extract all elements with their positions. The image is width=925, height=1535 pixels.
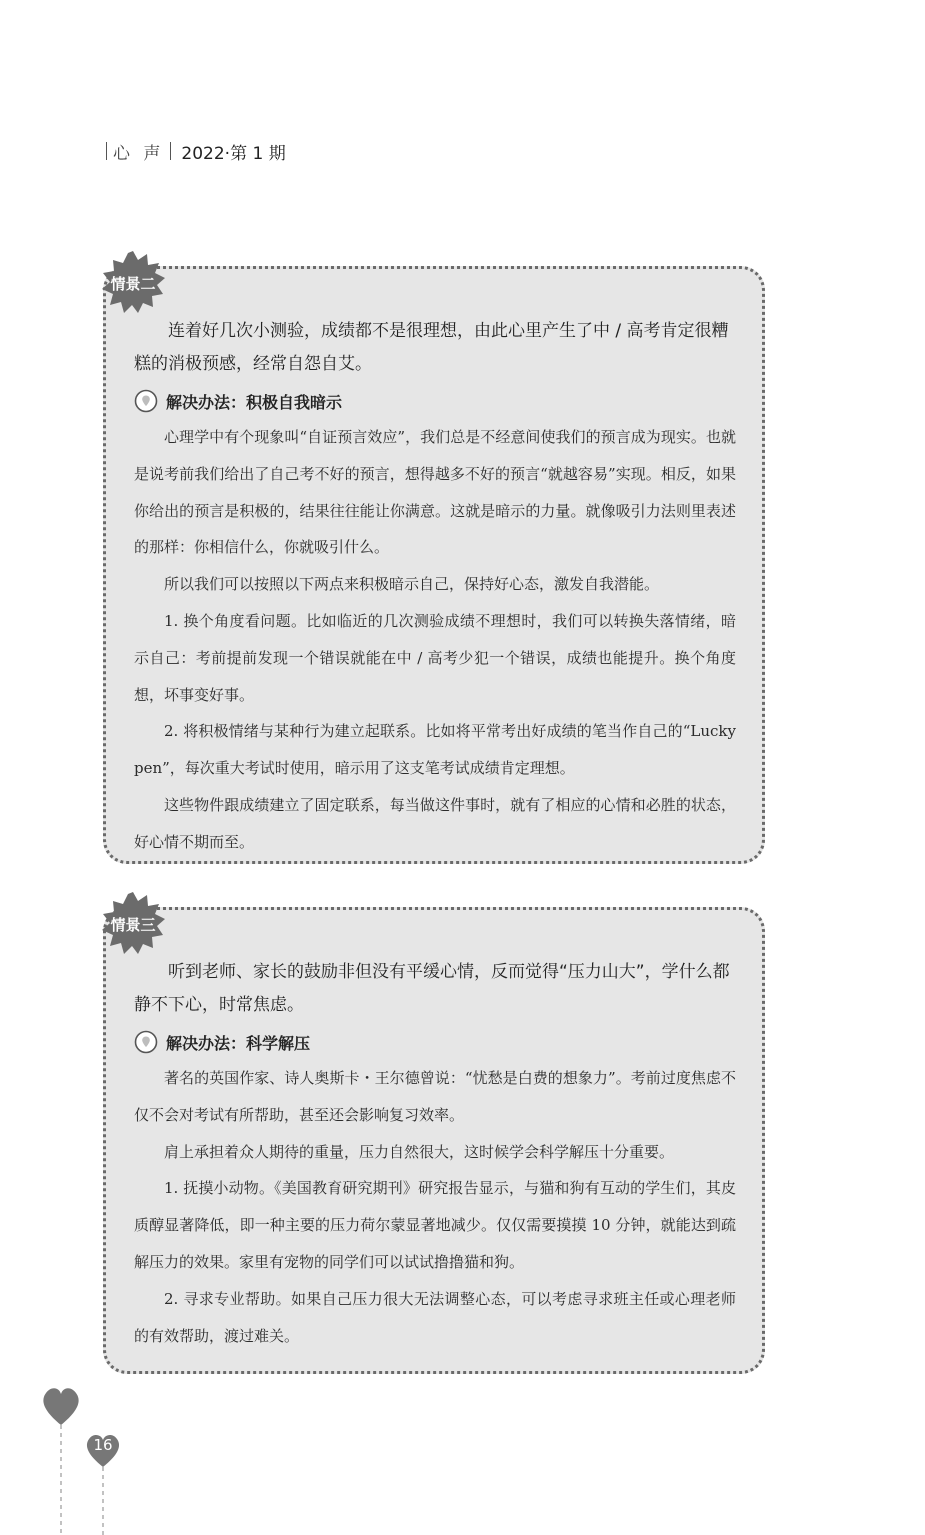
body-paragraph: 心理学中有个现象叫“自证预言效应”，我们总是不经意间使我们的预言成为现实。也就是说考前我们给出了自己考不好的预言，想得越多不好的预言“就越容易”实现。相反，如果你给出的预言是积极的，结果往往能让你满意。这就是暗示的力量。就像吸引力法则里表述的那样：你相信什么，你就吸引什么。 [134,428,736,557]
body-paragraph: 2. 寻求专业帮助。如果自己压力很大无法调整心态，可以考虑寻求班主任或心理老师的有效帮助，渡过难关。 [134,1289,736,1345]
body-paragraph: 1. 换个角度看问题。比如临近的几次测验成绩不理想时，我们可以转换失落情绪，暗示自己：考前提前发现一个错误就能在中 / 高考少犯一个错误，成绩也能提升。换个角度想，坏事变好事。 [134,611,736,704]
body-paragraph: 著名的英国作家、诗人奥斯卡・王尔德曾说：“忧愁是白费的想象力”。考前过度焦虑不仅不会对考试有所帮助，甚至还会影响复习效率。 [134,1069,736,1124]
location-pin-icon [134,1030,158,1054]
heart-decoration-icon [40,1385,130,1535]
scenario-two-badge [101,251,165,315]
body-paragraph: 所以我们可以按照以下两点来积极暗示自己，保持好心态，激发自我潜能。 [164,575,660,594]
scenario-intro: 连着好几次小测验，成绩都不是很理想，由此心里产生了中 / 高考肯定很糟糕的消极预感，经常自怨自艾。 [134,321,729,374]
header-divider [170,142,171,160]
body-paragraph: 2. 将积极情绪与某种行为建立起联系。比如将平常考出好成绩的笔当作自己的“Lucky pen”，每次重大考试时使用，暗示用了这支笔考试成绩肯定理想。 [134,722,736,778]
body-paragraph: 1. 抚摸小动物。《美国教育研究期刊》研究报告显示，与猫和狗有互动的学生们，其皮质醇显著降低，即一种主要的压力荷尔蒙显著地减少。仅仅需要摸摸 10 分钟，就能达到疏解压力的效果。家里有宠物的同学们可以试试撸撸猫和狗。 [134,1179,736,1271]
scenario-intro: 听到老师、家长的鼓励非但没有平缓心情，反而觉得“压力山大”，学什么都静不下心，时常焦虑。 [134,962,730,1015]
solution-heading [134,385,736,417]
solution-title: 解决办法：积极自我暗示 [166,392,343,412]
issue-label: 2022·第 1 期 [181,143,286,164]
location-pin-icon [134,389,158,413]
solution-heading [134,1026,736,1058]
scenario-two-box [103,266,765,864]
badge-label: 情景二 [110,275,156,293]
page-number: 16 [93,1436,113,1454]
solution-title: 解决办法：科学解压 [166,1033,311,1053]
body-paragraph: 肩上承担着众人期待的重量，压力自然很大，这时候学会科学解压十分重要。 [164,1142,675,1161]
running-header [100,138,286,164]
scenario-three-box [103,907,765,1374]
scenario-three-badge [101,892,165,956]
badge-label: 情景三 [110,916,156,934]
body-paragraph: 这些物件跟成绩建立了固定联系，每当做这件事时，就有了相应的心情和必胜的状态，好心情不期而至。 [134,795,736,851]
header-divider [106,142,107,160]
column-name: 心 声 [113,143,165,164]
